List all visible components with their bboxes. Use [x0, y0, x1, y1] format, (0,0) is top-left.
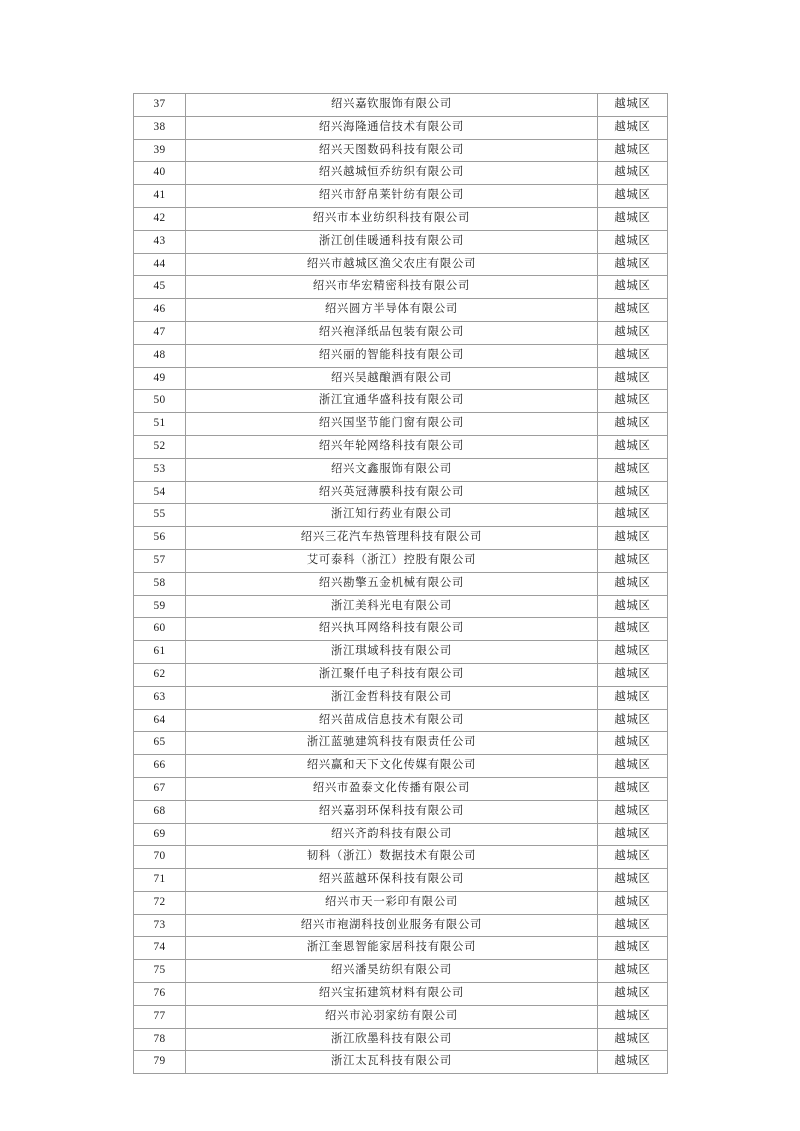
- district-cell: 越城区: [598, 207, 668, 230]
- row-index-cell: 65: [134, 732, 186, 755]
- table-row: [134, 413, 668, 436]
- table-row: [134, 595, 668, 618]
- district-cell: 越城区: [598, 595, 668, 618]
- company-name-cell: 绍兴海隆通信技术有限公司: [186, 116, 598, 139]
- table-row: [134, 139, 668, 162]
- row-index-cell: 67: [134, 777, 186, 800]
- district-cell: 越城区: [598, 1051, 668, 1074]
- company-name-cell: 绍兴苗成信息技术有限公司: [186, 709, 598, 732]
- company-name-cell: 绍兴国坚节能门窗有限公司: [186, 413, 598, 436]
- row-index-cell: 75: [134, 960, 186, 983]
- row-index-cell: 74: [134, 937, 186, 960]
- table-row: [134, 777, 668, 800]
- table-row: [134, 869, 668, 892]
- company-name-cell: 浙江金哲科技有限公司: [186, 686, 598, 709]
- table-row: [134, 891, 668, 914]
- company-name-cell: 浙江奎恩智能家居科技有限公司: [186, 937, 598, 960]
- table-row: [134, 663, 668, 686]
- table-row: [134, 367, 668, 390]
- district-cell: 越城区: [598, 94, 668, 117]
- row-index-cell: 62: [134, 663, 186, 686]
- company-name-cell: 绍兴英冠薄膜科技有限公司: [186, 481, 598, 504]
- company-name-cell: 绍兴赢和天下文化传媒有限公司: [186, 755, 598, 778]
- company-name-cell: 绍兴齐韵科技有限公司: [186, 823, 598, 846]
- row-index-cell: 38: [134, 116, 186, 139]
- table-row: [134, 390, 668, 413]
- table-row: [134, 504, 668, 527]
- row-index-cell: 61: [134, 641, 186, 664]
- table-row: [134, 960, 668, 983]
- company-name-cell: 绍兴袍泽纸品包装有限公司: [186, 321, 598, 344]
- company-name-cell: 绍兴三花汽车热管理科技有限公司: [186, 527, 598, 550]
- district-cell: 越城区: [598, 663, 668, 686]
- district-cell: 越城区: [598, 139, 668, 162]
- district-cell: 越城区: [598, 572, 668, 595]
- row-index-cell: 43: [134, 230, 186, 253]
- district-cell: 越城区: [598, 116, 668, 139]
- table-row: [134, 800, 668, 823]
- district-cell: 越城区: [598, 618, 668, 641]
- table-row: [134, 709, 668, 732]
- company-name-cell: 浙江宜通华盛科技有限公司: [186, 390, 598, 413]
- row-index-cell: 41: [134, 185, 186, 208]
- company-name-cell: 绍兴文鑫服饰有限公司: [186, 458, 598, 481]
- district-cell: 越城区: [598, 686, 668, 709]
- row-index-cell: 53: [134, 458, 186, 481]
- company-name-cell: 绍兴市天一彩印有限公司: [186, 891, 598, 914]
- table-row: [134, 686, 668, 709]
- company-name-cell: 绍兴宝拓建筑材料有限公司: [186, 983, 598, 1006]
- company-name-cell: 绍兴越城恒乔纺织有限公司: [186, 162, 598, 185]
- district-cell: 越城区: [598, 390, 668, 413]
- table-row: [134, 823, 668, 846]
- row-index-cell: 47: [134, 321, 186, 344]
- company-name-cell: 绍兴市盈泰文化传播有限公司: [186, 777, 598, 800]
- table-row: [134, 253, 668, 276]
- company-name-cell: 绍兴天图数码科技有限公司: [186, 139, 598, 162]
- district-cell: 越城区: [598, 641, 668, 664]
- row-index-cell: 60: [134, 618, 186, 641]
- table-row: [134, 527, 668, 550]
- company-name-cell: 绍兴嘉羽环保科技有限公司: [186, 800, 598, 823]
- district-cell: 越城区: [598, 276, 668, 299]
- company-name-cell: 艾可泰科（浙江）控股有限公司: [186, 549, 598, 572]
- company-name-cell: 绍兴潘昊纺织有限公司: [186, 960, 598, 983]
- district-cell: 越城区: [598, 527, 668, 550]
- company-name-cell: 绍兴执耳网络科技有限公司: [186, 618, 598, 641]
- district-cell: 越城区: [598, 732, 668, 755]
- company-name-cell: 绍兴圆方半导体有限公司: [186, 299, 598, 322]
- row-index-cell: 39: [134, 139, 186, 162]
- district-cell: 越城区: [598, 162, 668, 185]
- company-name-cell: 绍兴市越城区渔父农庄有限公司: [186, 253, 598, 276]
- table-row: [134, 755, 668, 778]
- district-cell: 越城区: [598, 1028, 668, 1051]
- district-cell: 越城区: [598, 846, 668, 869]
- company-name-cell: 浙江美科光电有限公司: [186, 595, 598, 618]
- district-cell: 越城区: [598, 709, 668, 732]
- table-row: [134, 846, 668, 869]
- row-index-cell: 77: [134, 1005, 186, 1028]
- table-row: [134, 230, 668, 253]
- district-cell: 越城区: [598, 823, 668, 846]
- district-cell: 越城区: [598, 869, 668, 892]
- district-cell: 越城区: [598, 435, 668, 458]
- row-index-cell: 51: [134, 413, 186, 436]
- table-row: [134, 618, 668, 641]
- district-cell: 越城区: [598, 914, 668, 937]
- table-row: [134, 162, 668, 185]
- company-name-cell: 韧科（浙江）数据技术有限公司: [186, 846, 598, 869]
- district-cell: 越城区: [598, 413, 668, 436]
- district-cell: 越城区: [598, 321, 668, 344]
- table-row: [134, 276, 668, 299]
- table-row: [134, 321, 668, 344]
- district-cell: 越城区: [598, 299, 668, 322]
- company-name-cell: 浙江知行药业有限公司: [186, 504, 598, 527]
- table-container: [133, 93, 667, 1074]
- row-index-cell: 50: [134, 390, 186, 413]
- company-name-cell: 浙江太瓦科技有限公司: [186, 1051, 598, 1074]
- table-row: [134, 1005, 668, 1028]
- district-cell: 越城区: [598, 185, 668, 208]
- company-name-cell: 浙江聚仟电子科技有限公司: [186, 663, 598, 686]
- row-index-cell: 57: [134, 549, 186, 572]
- district-cell: 越城区: [598, 253, 668, 276]
- table-row: [134, 481, 668, 504]
- district-cell: 越城区: [598, 937, 668, 960]
- district-cell: 越城区: [598, 367, 668, 390]
- district-cell: 越城区: [598, 549, 668, 572]
- district-cell: 越城区: [598, 755, 668, 778]
- table-row: [134, 914, 668, 937]
- table-row: [134, 549, 668, 572]
- table-row: [134, 937, 668, 960]
- district-cell: 越城区: [598, 777, 668, 800]
- district-cell: 越城区: [598, 481, 668, 504]
- row-index-cell: 76: [134, 983, 186, 1006]
- district-cell: 越城区: [598, 504, 668, 527]
- table-row: [134, 983, 668, 1006]
- row-index-cell: 71: [134, 869, 186, 892]
- row-index-cell: 63: [134, 686, 186, 709]
- table-row: [134, 1051, 668, 1074]
- row-index-cell: 54: [134, 481, 186, 504]
- company-listing-table: [133, 93, 668, 1074]
- district-cell: 越城区: [598, 1005, 668, 1028]
- company-name-cell: 绍兴丽的智能科技有限公司: [186, 344, 598, 367]
- table-row: [134, 94, 668, 117]
- row-index-cell: 66: [134, 755, 186, 778]
- row-index-cell: 46: [134, 299, 186, 322]
- company-name-cell: 浙江琪域科技有限公司: [186, 641, 598, 664]
- table-row: [134, 116, 668, 139]
- row-index-cell: 48: [134, 344, 186, 367]
- row-index-cell: 78: [134, 1028, 186, 1051]
- row-index-cell: 55: [134, 504, 186, 527]
- table-row: [134, 435, 668, 458]
- company-name-cell: 绍兴市舒帛莱针纺有限公司: [186, 185, 598, 208]
- district-cell: 越城区: [598, 800, 668, 823]
- table-row: [134, 641, 668, 664]
- row-index-cell: 70: [134, 846, 186, 869]
- company-name-cell: 绍兴吴越酿酒有限公司: [186, 367, 598, 390]
- table-row: [134, 344, 668, 367]
- table-row: [134, 299, 668, 322]
- row-index-cell: 58: [134, 572, 186, 595]
- row-index-cell: 40: [134, 162, 186, 185]
- district-cell: 越城区: [598, 891, 668, 914]
- row-index-cell: 49: [134, 367, 186, 390]
- table-row: [134, 458, 668, 481]
- row-index-cell: 37: [134, 94, 186, 117]
- company-name-cell: 绍兴勘擎五金机械有限公司: [186, 572, 598, 595]
- table-row: [134, 572, 668, 595]
- district-cell: 越城区: [598, 983, 668, 1006]
- row-index-cell: 69: [134, 823, 186, 846]
- row-index-cell: 52: [134, 435, 186, 458]
- company-name-cell: 绍兴嘉钦服饰有限公司: [186, 94, 598, 117]
- table-row: [134, 185, 668, 208]
- row-index-cell: 72: [134, 891, 186, 914]
- row-index-cell: 56: [134, 527, 186, 550]
- district-cell: 越城区: [598, 230, 668, 253]
- row-index-cell: 68: [134, 800, 186, 823]
- table-row: [134, 732, 668, 755]
- row-index-cell: 44: [134, 253, 186, 276]
- company-name-cell: 绍兴市袍湖科技创业服务有限公司: [186, 914, 598, 937]
- table-row: [134, 1028, 668, 1051]
- company-name-cell: 浙江蓝驰建筑科技有限责任公司: [186, 732, 598, 755]
- row-index-cell: 64: [134, 709, 186, 732]
- company-name-cell: 绍兴市本业纺织科技有限公司: [186, 207, 598, 230]
- company-name-cell: 绍兴蓝越环保科技有限公司: [186, 869, 598, 892]
- district-cell: 越城区: [598, 458, 668, 481]
- company-name-cell: 绍兴市沁羽家纺有限公司: [186, 1005, 598, 1028]
- company-name-cell: 绍兴年轮网络科技有限公司: [186, 435, 598, 458]
- company-name-cell: 浙江欣墨科技有限公司: [186, 1028, 598, 1051]
- row-index-cell: 73: [134, 914, 186, 937]
- company-name-cell: 浙江创佳暖通科技有限公司: [186, 230, 598, 253]
- row-index-cell: 79: [134, 1051, 186, 1074]
- row-index-cell: 59: [134, 595, 186, 618]
- company-name-cell: 绍兴市华宏精密科技有限公司: [186, 276, 598, 299]
- table-body: [134, 94, 668, 1074]
- row-index-cell: 45: [134, 276, 186, 299]
- table-row: [134, 207, 668, 230]
- district-cell: 越城区: [598, 344, 668, 367]
- row-index-cell: 42: [134, 207, 186, 230]
- district-cell: 越城区: [598, 960, 668, 983]
